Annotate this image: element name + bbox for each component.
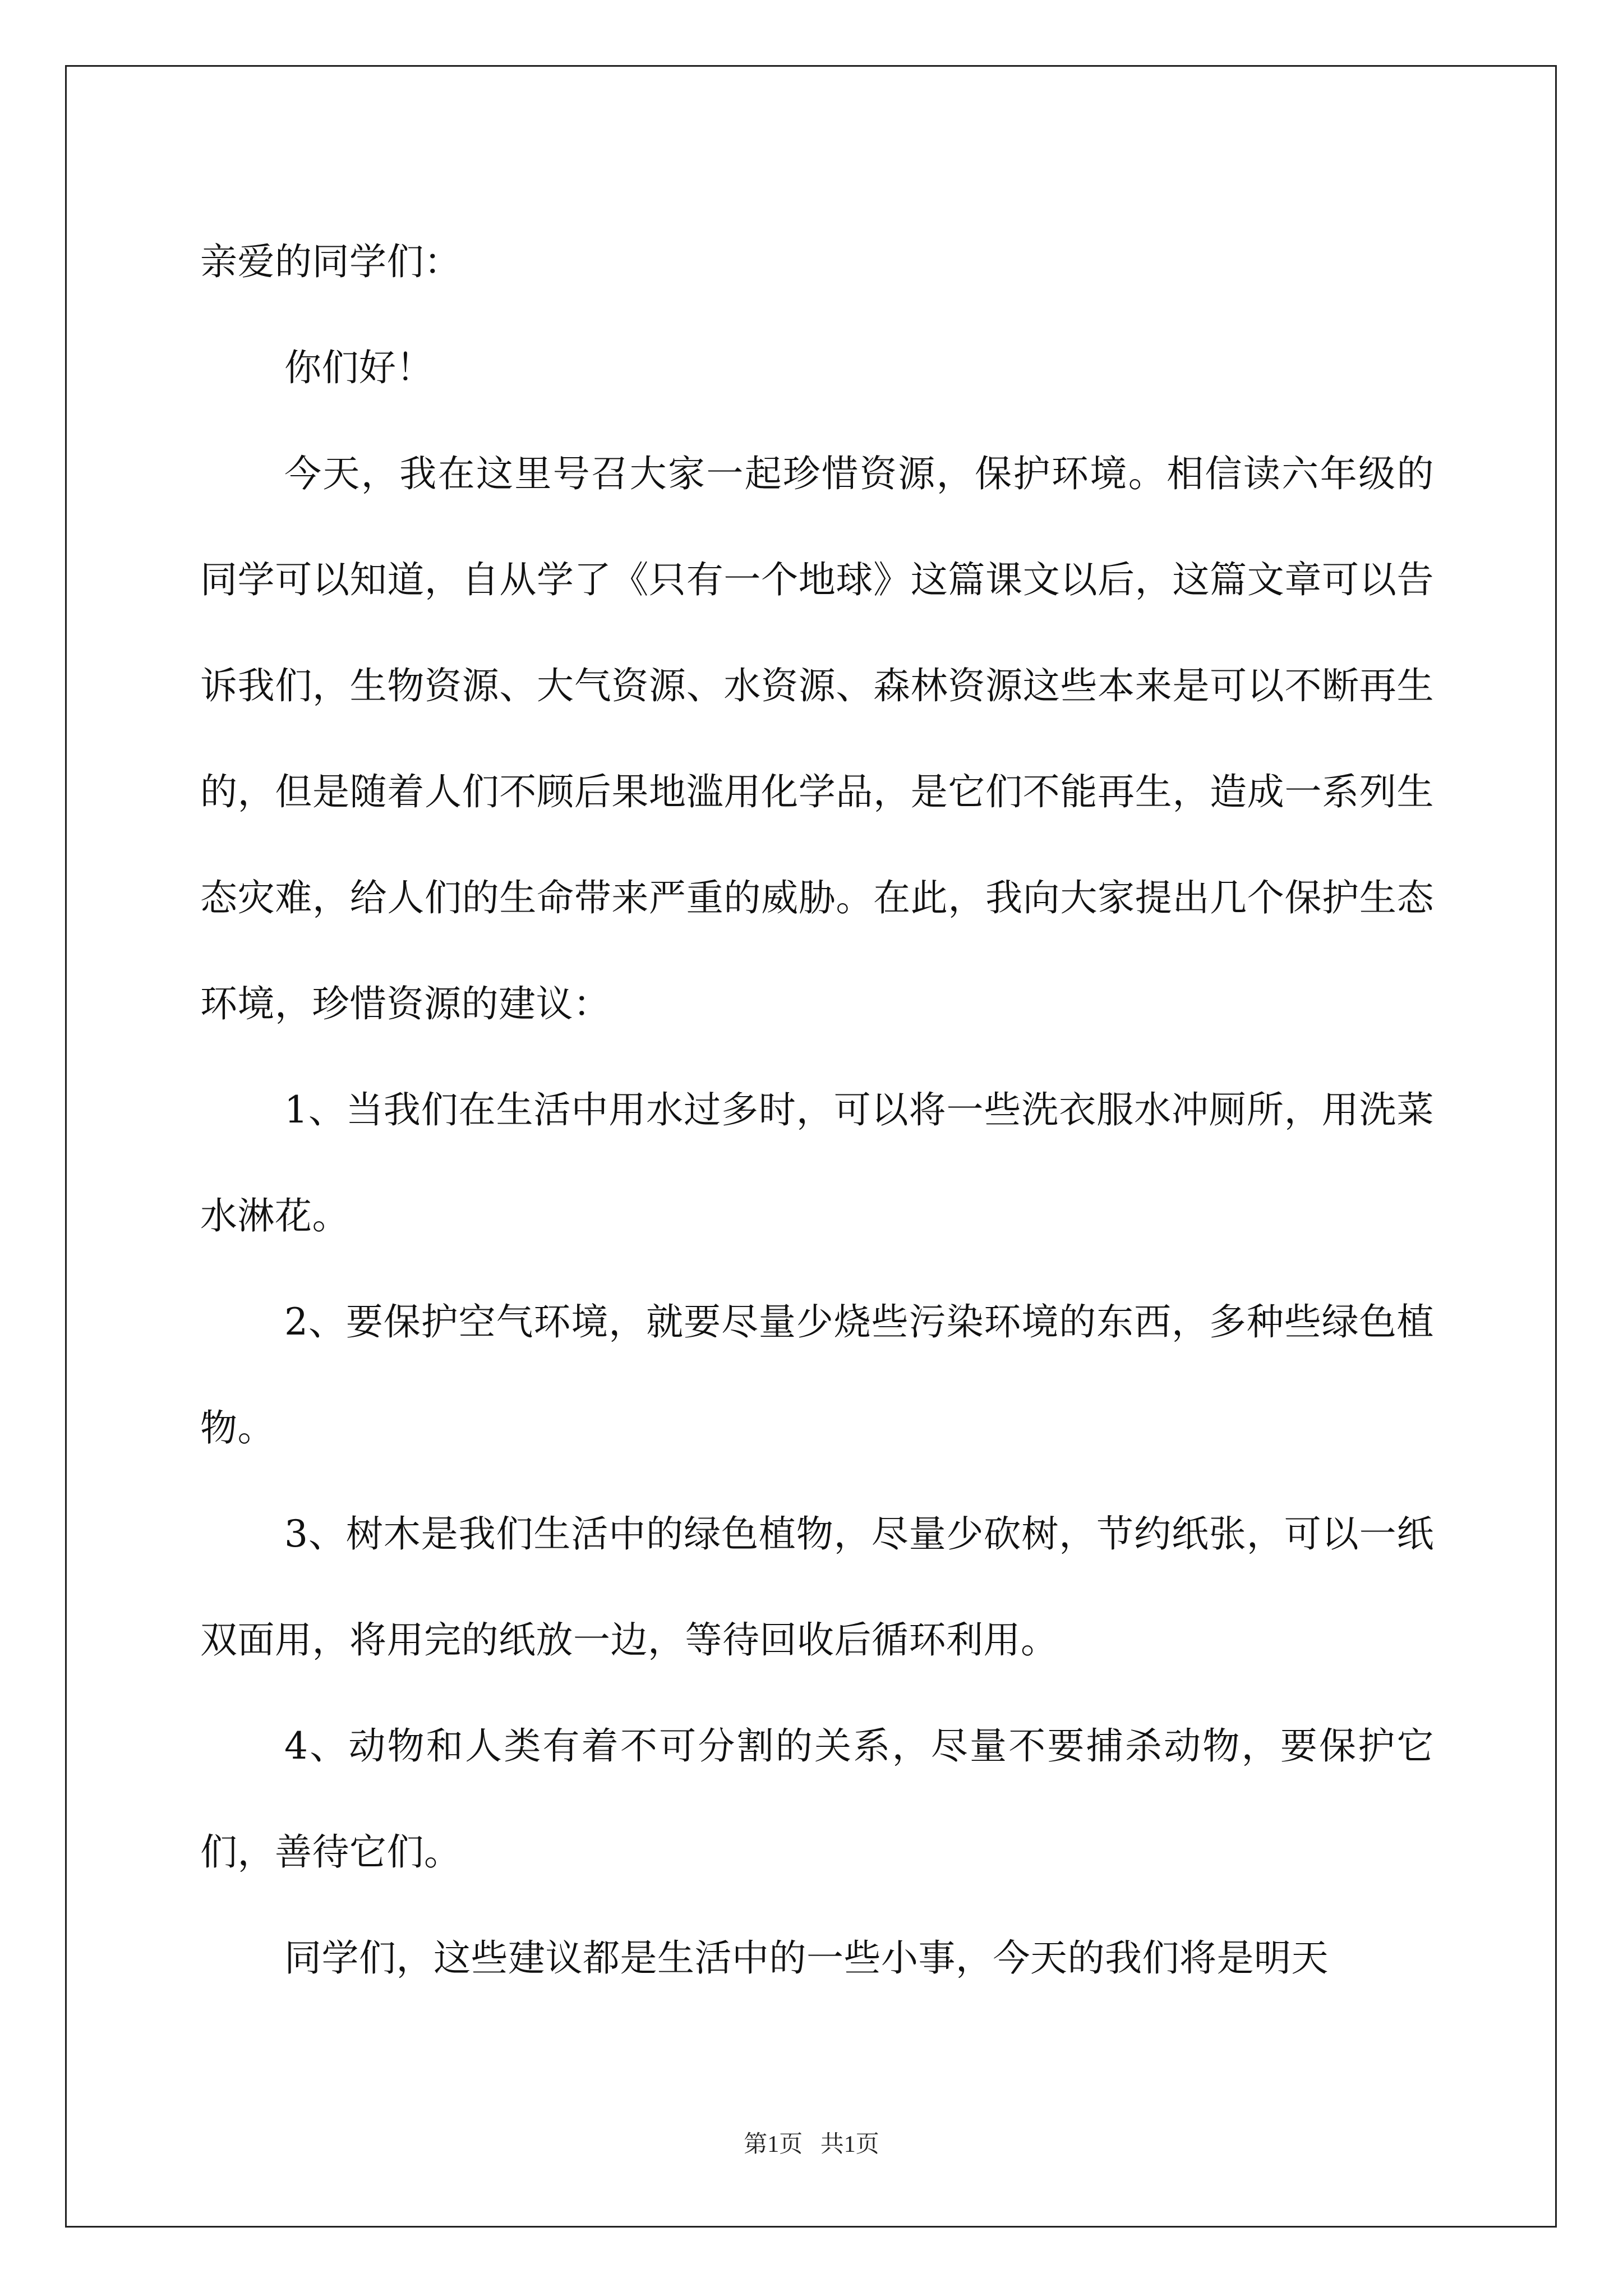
document-body <box>200 209 1434 2011</box>
salutation: 亲爱的同学们： <box>200 240 462 283</box>
paragraph-closing: 同学们，这些建议都是生活中的一些小事，今天的我们将是明天 <box>284 1936 1329 1980</box>
page-number-footer: 第1页 共1页 <box>744 2132 879 2157</box>
greeting: 你们好！ <box>284 346 434 389</box>
paragraph-suggestion-2: 2、要保护空气环境，就要尽量少烧些污染环境的东西，多种些绿色植物。 <box>200 1300 1434 1450</box>
paragraph-suggestion-3: 3、树木是我们生活中的绿色植物，尽量少砍树，节约纸张，可以一纸双面用，将用完的纸放一边，等待回收后循环利用。 <box>200 1512 1434 1662</box>
paragraph-intro: 今天，我在这里号召大家一起珍惜资源，保护环境。相信读六年级的同学可以知道，自从学了《只有一个地球》这篇课文以后，这篇文章可以告诉我们，生物资源、大气资源、水资源、森林资源这些本来是可以不断再生的，但是随着人们不顾后果地滥用化学品，是它们不能再生，造成一系列生态灾难，给人们的生命带来严重的威胁。在此，我向大家提出几个保护生态环境，珍惜资源的建议： <box>200 452 1434 1025</box>
paragraph-suggestion-4: 4、动物和人类有着不可分割的关系，尽量不要捕杀动物，要保护它们，善待它们。 <box>200 1724 1434 1874</box>
paragraph-suggestion-1: 1、当我们在生活中用水过多时，可以将一些洗衣服水冲厕所，用洗菜水淋花。 <box>200 1088 1434 1237</box>
